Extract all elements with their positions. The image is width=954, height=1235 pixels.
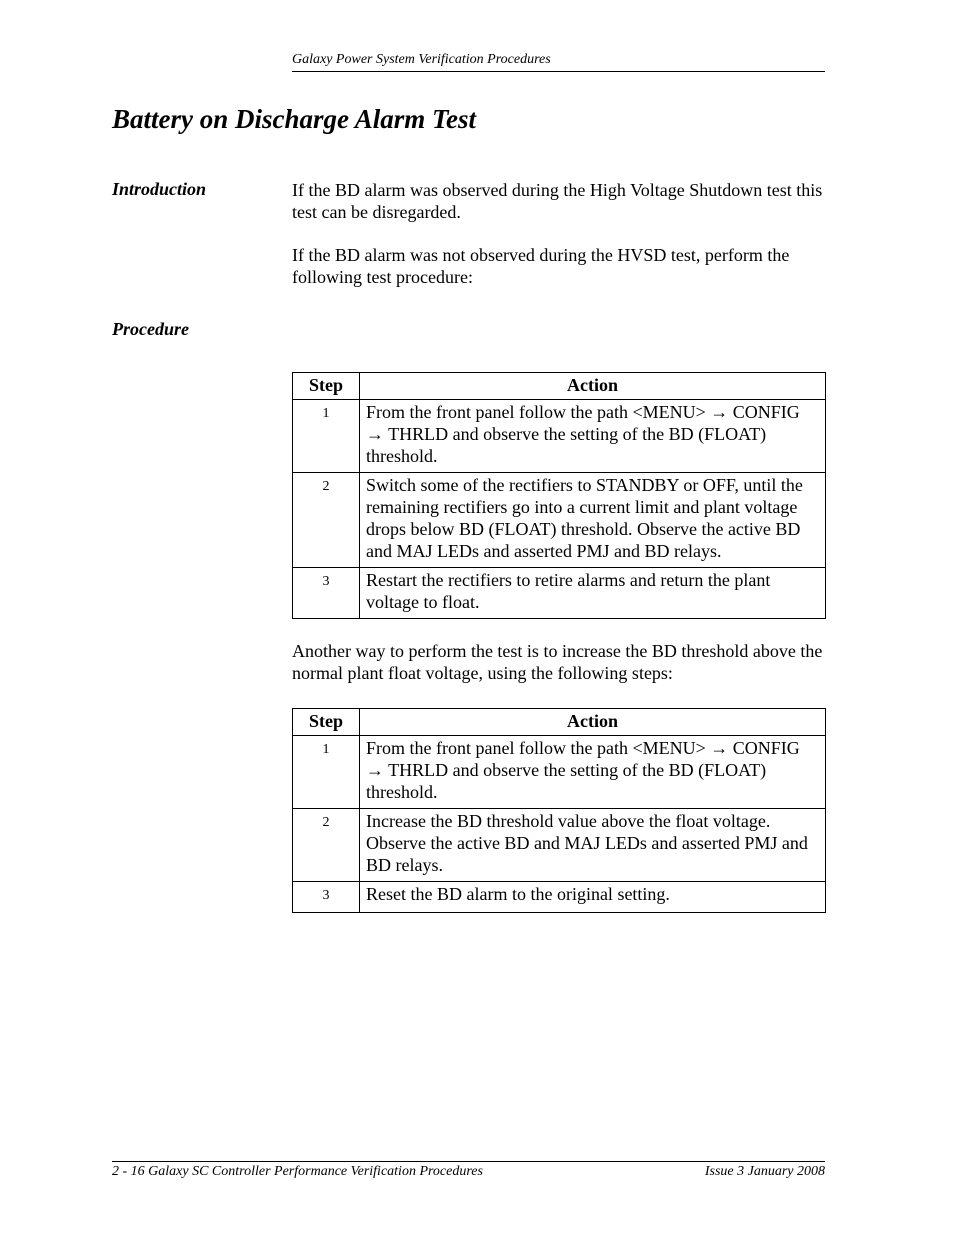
step-number: 1 xyxy=(293,736,360,809)
step-action: From the front panel follow the path <MENU> → CONFIG → THRLD and observe the setting of the BD (FLOAT) threshold. xyxy=(360,736,826,809)
procedure-table-2 xyxy=(292,708,826,913)
footer-right-text: Issue 3 January 2008 xyxy=(704,1164,825,1179)
running-footer xyxy=(112,1161,825,1180)
step-action: Increase the BD threshold value above the float voltage. Observe the active BD and MAJ LEDs and asserted PMJ and BD relays. xyxy=(360,809,826,882)
step-number: 3 xyxy=(293,568,360,619)
introduction-heading: Introduction xyxy=(112,179,207,199)
page-title: Battery on Discharge Alarm Test xyxy=(112,104,477,134)
action-column-header: Action xyxy=(360,373,826,400)
step-action: Restart the rectifiers to retire alarms and return the plant voltage to float. xyxy=(360,568,826,619)
step-column-header: Step xyxy=(293,709,360,736)
table-header-row xyxy=(293,709,826,736)
step-number: 2 xyxy=(293,473,360,568)
table-row xyxy=(293,809,826,882)
step-number: 1 xyxy=(293,400,360,473)
procedure-table-1 xyxy=(292,372,826,619)
action-column-header: Action xyxy=(360,709,826,736)
running-header: Galaxy Power System Verification Procedures xyxy=(292,52,825,72)
step-number: 2 xyxy=(293,809,360,882)
table-row xyxy=(293,882,826,913)
intro-paragraph-1: If the BD alarm was observed during the High Voltage Shutdown test this test can be disregarded. xyxy=(292,180,823,222)
table-header-row xyxy=(293,373,826,400)
table-row xyxy=(293,568,826,619)
step-number: 3 xyxy=(293,882,360,913)
intro-paragraph-2: If the BD alarm was not observed during the HVSD test, perform the following test procedure: xyxy=(292,245,790,287)
step-action: From the front panel follow the path <MENU> → CONFIG → THRLD and observe the setting of the BD (FLOAT) threshold. xyxy=(360,400,826,473)
between-tables-paragraph: Another way to perform the test is to increase the BD threshold above the normal plant float voltage, using the following steps: xyxy=(292,641,823,683)
table-row xyxy=(293,736,826,809)
procedure-heading: Procedure xyxy=(112,319,189,339)
table-row xyxy=(293,400,826,473)
footer-left-text: 2 - 16 Galaxy SC Controller Performance Verification Procedures xyxy=(112,1164,483,1179)
step-column-header: Step xyxy=(293,373,360,400)
step-action: Switch some of the rectifiers to STANDBY or OFF, until the remaining rectifiers go into a current limit and plant voltage drops below BD (FLOAT) threshold. Observe the active BD and MAJ LEDs and asserted PMJ and BD relays. xyxy=(360,473,826,568)
step-action: Reset the BD alarm to the original setting. xyxy=(360,882,826,913)
table-row xyxy=(293,473,826,568)
